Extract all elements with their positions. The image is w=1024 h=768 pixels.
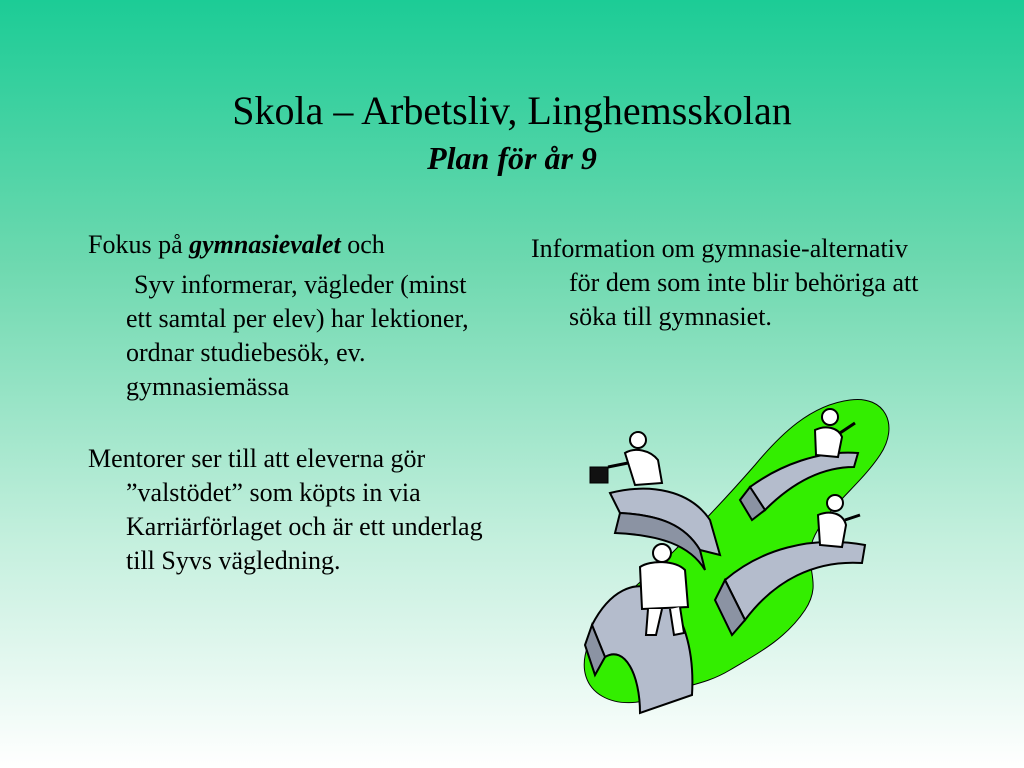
mentor-paragraph: Mentorer ser till att eleverna gör ”valstödet” som köpts in via Karriärförlaget och är ett underlag till Syvs vägledning.: [88, 444, 483, 575]
right-column: [531, 232, 931, 334]
people-paths-clipart: [580, 395, 900, 720]
slide-subtitle: Plan för år 9: [427, 140, 597, 176]
syv-paragraph: Syv informerar, vägleder (minst ett samtal per elev) har lektioner, ordnar studiebesök, ev. gymnasiemässa: [126, 270, 469, 401]
focus-line: [88, 228, 498, 262]
focus-prefix: Fokus på: [88, 230, 190, 259]
focus-emphasis: gymnasievalet: [189, 230, 341, 259]
info-paragraph: Information om gymnasie-alternativ för dem som inte blir behöriga att söka till gymnasiet.: [531, 234, 919, 331]
person-briefcase-icon: [590, 432, 662, 485]
left-column: [88, 228, 498, 578]
focus-suffix: och: [340, 230, 385, 259]
slide-title: Skola – Arbetsliv, Linghemsskolan: [232, 88, 792, 133]
